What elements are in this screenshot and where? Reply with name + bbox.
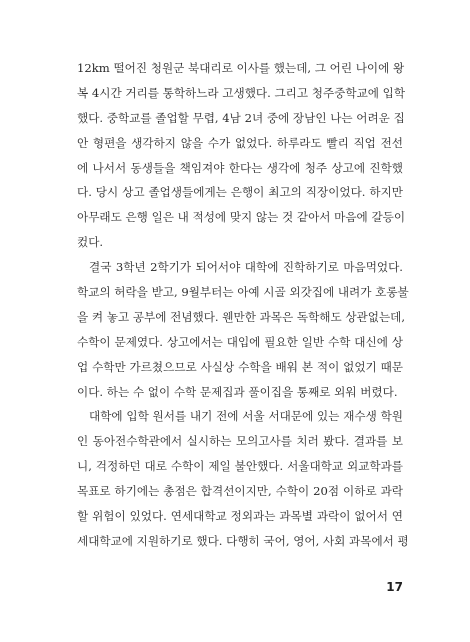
text-line: 복 4시간 거리를 통학하느라 고생했다. 그리고 청주중학교에 입학 <box>77 85 406 100</box>
text-line: 안 형편을 생각하지 않을 수가 없었다. 하루라도 빨리 직업 전선 <box>77 135 403 150</box>
text-line: 12km 떨어진 청원군 북대리로 이사를 했는데, 그 어린 나이에 왕 <box>77 61 405 75</box>
text-line: 컸다. <box>77 235 104 250</box>
body-text <box>77 56 409 554</box>
text-line: 할 위험이 있었다. 연세대학교 정외과는 과목별 과락이 없어서 연 <box>77 509 403 524</box>
text-line: 에 나서서 동생들을 책임져야 한다는 생각에 청주 상고에 진학했 <box>77 160 403 175</box>
page-number: 17 <box>386 580 403 594</box>
text-line: 을 켜 놓고 공부에 전념했다. 웬만한 과목은 독학해도 상관없는데, <box>77 309 406 324</box>
text-line: 세대학교에 지원하기로 했다. 다행히 국어, 영어, 사회 과목에서 평 <box>77 533 409 548</box>
text-line: 업 수학만 가르쳤으므로 사실상 수학을 배워 본 적이 없었기 때문 <box>77 359 403 374</box>
text-line: 수학이 문제였다. 상고에서는 대입에 필요한 일반 수학 대신에 상 <box>77 334 403 349</box>
text-line: 학교의 허락을 받고, 9월부터는 아예 시골 외갓집에 내려가 호롱불 <box>77 285 409 300</box>
text-line: 이다. 하는 수 없이 수학 문제집과 풀이집을 통째로 외워 버렸다. <box>77 384 398 399</box>
text-line: 아무래도 은행 일은 내 적성에 맞지 않는 것 같아서 마음에 갈등이 <box>77 210 406 225</box>
text-line: 했다. 중학교를 졸업할 무렵, 4남 2녀 중에 장남인 나는 어려운 집 <box>77 110 405 125</box>
text-line: 인 동아전수학관에서 실시하는 모의고사를 치러 봤다. 결과를 보 <box>77 434 403 449</box>
text-line: 대학에 입학 원서를 내기 전에 서울 서대문에 있는 재수생 학원 <box>89 409 403 424</box>
text-line: 목표로 하기에는 총점은 합격선이지만, 수학이 20점 이하로 과락 <box>77 484 403 499</box>
text-line: 다. 당시 상고 졸업생들에게는 은행이 최고의 직장이었다. 하지만 <box>77 185 403 200</box>
text-line: 결국 3학년 2학기가 되어서야 대학에 진학하기로 마음먹었다. <box>89 260 403 275</box>
text-line: 니, 걱정하던 대로 수학이 제일 불안했다. 서울대학교 외교학과를 <box>77 459 403 474</box>
